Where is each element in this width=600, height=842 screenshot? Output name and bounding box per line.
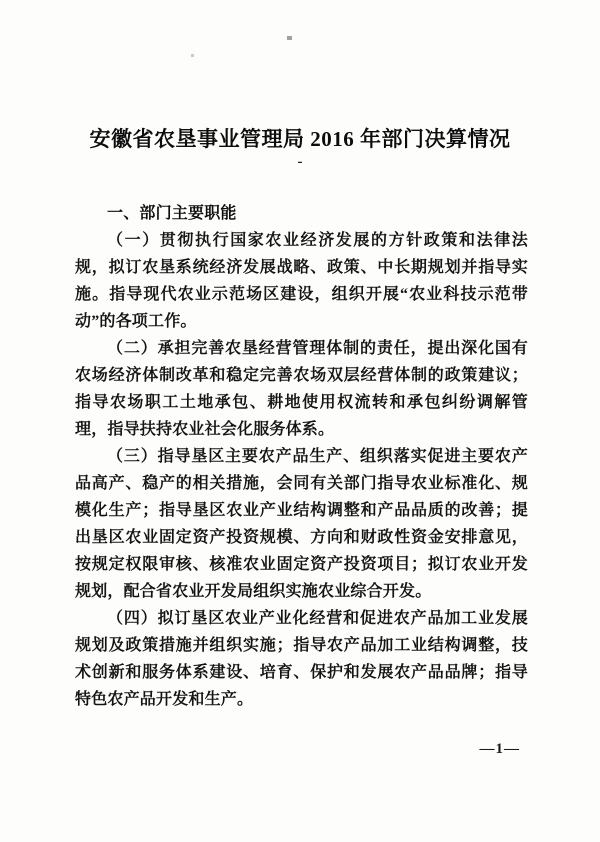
- paragraph-duty-4: （四）拟订垦区农业产业化经营和促进农产品加工业发展规划及政策措施并组织实施；指导农产品加工业结构调整，技术创新和服务体系建设、培育、保护和发展农产品品牌；指导特色农产品开发和生产。: [75, 610, 528, 708]
- scan-speck: [191, 54, 194, 57]
- page-number: —1—: [479, 741, 520, 757]
- section-heading-main-duties: 一、部门主要职能: [107, 205, 237, 222]
- paragraph-duty-3: （三）指导垦区主要农产品生产、组织落实促进主要农产品高产、稳产的相关措施，会同有关部门指导农业标准化、规模化生产；指导垦区农业产业结构调整和产品品质的改善；提出垦区农业固定资产投资规模、方向和财政性资金安排意见，按规定权限审核、核准农业固定资产投资项目；拟订农业开发规划，配合省农业开发局组织实施农业综合开发。: [75, 448, 528, 600]
- scan-speck: [287, 36, 292, 40]
- title-dash-mark: -: [297, 154, 303, 170]
- document-title: 安徽省农垦事业管理局 2016 年部门决算情况: [89, 127, 511, 151]
- document-body: [75, 200, 528, 713]
- paragraph-duty-1: （一）贯彻执行国家农业经济发展的方针政策和法律法规，拟订农垦系统经济发展战略、政策、中长期规划并指导实施。指导现代农业示范场区建设，组织开展“农业科技示范带动”的各项工作。: [75, 232, 528, 330]
- paragraph-duty-2: （二）承担完善农垦经营管理体制的责任，提出深化国有农场经济体制改革和稳定完善农场双层经营体制的政策建议；指导农场职工土地承包、耕地使用权流转和承包纠纷调解管理，指导扶持农业社会化服务体系。: [75, 340, 528, 438]
